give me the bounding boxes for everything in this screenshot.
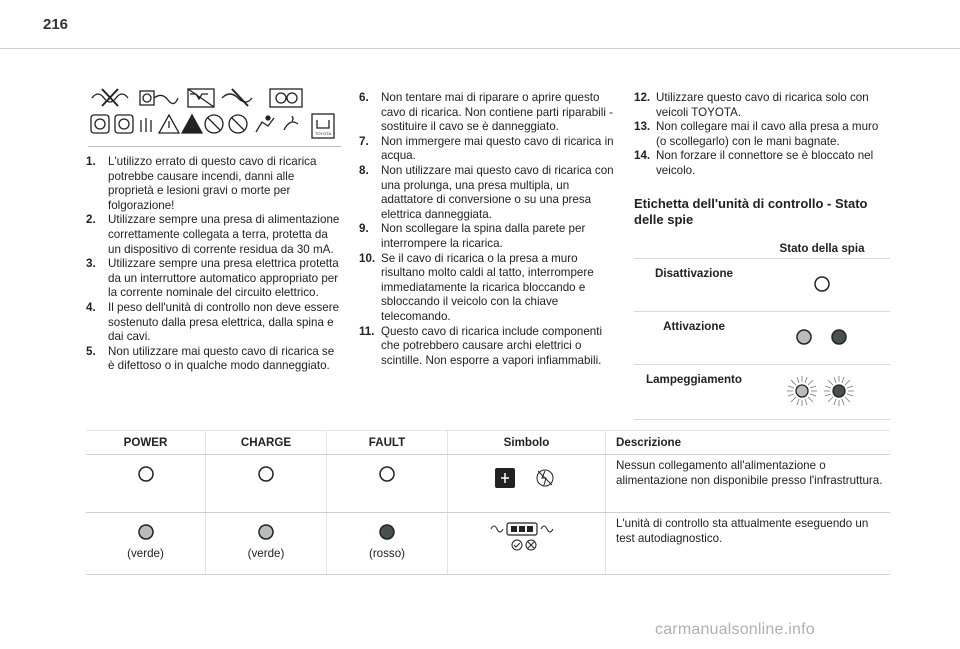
header-description: Descrizione (606, 431, 891, 455)
no-power-symbol-icon (487, 463, 567, 493)
rcd-30ma-icon (91, 115, 109, 133)
lamp-off-icon (812, 274, 832, 294)
list-item-number: 11. (359, 324, 375, 338)
warning-pictograms (88, 84, 341, 146)
list-item-text: Non utilizzare mai questo cavo di ricarica se è difettoso o in qualche modo danneggiato. (108, 344, 335, 373)
list-item-number: 6. (359, 91, 369, 104)
socket-plug-icon (140, 91, 178, 105)
toyota-label-text: TOYOTA (314, 131, 332, 136)
list-item (86, 301, 342, 345)
safety-list-column-1 (86, 155, 342, 374)
row1-description: Nessun collegamento all'alimentazione o alimentazione non disponibile presso l'infrastruttura. (606, 455, 891, 513)
status-off-label: Disattivazione (634, 259, 754, 312)
table-row (634, 312, 890, 365)
breaker-icon (141, 118, 151, 132)
earthed-socket-icon (115, 115, 133, 133)
fault-lamp-off-icon (378, 465, 396, 483)
list-item (86, 257, 342, 301)
table-row (86, 513, 890, 575)
list-item-number: 4. (86, 300, 96, 314)
list-item-text: Non collegare mai il cavo alla presa a muro (o scollegarlo) con le mani bagnate. (656, 120, 879, 148)
electric-shock-icon (182, 115, 202, 133)
tangled-cable-icon (92, 89, 128, 106)
list-item-number: 13. (634, 120, 651, 134)
no-water-icon (229, 115, 247, 133)
list-item-text: Se il cavo di ricarica o la presa a muro risultano molto caldi al tatto, interrompere immediatamente la ricarica bloccando e sbloccando il veicolo con la chiave telecomando. (381, 251, 594, 323)
list-item-text: Non immergere mai questo cavo di ricarica in acqua. (381, 134, 614, 163)
no-repair-icon (205, 115, 223, 133)
power-lamp-off-icon (137, 465, 155, 483)
power-color-label: (verde) (127, 547, 164, 560)
list-item (634, 91, 890, 120)
top-divider (0, 48, 960, 49)
list-item (359, 91, 617, 135)
table-row (634, 259, 890, 312)
list-item-text: Non utilizzare mai questo cavo di ricarica con una prolunga, una presa multipla, un adattatore di conversione o su una presa elettrica danneggiata. (381, 163, 614, 221)
header-power: POWER (86, 431, 206, 455)
lamp-on-icon (792, 327, 852, 347)
list-item-text: Questo cavo di ricarica include componenti che potrebbero causare archi elettrici o scintille. Non esporre a vapori infiammabili. (381, 324, 603, 367)
list-item (86, 345, 342, 374)
charge-lamp-green-icon (257, 523, 275, 541)
row2-description: L'unità di controllo sta attualmente eseguendo un test autodiagnostico. (606, 513, 891, 575)
list-item-text: Utilizzare sempre una presa di alimentazione correttamente collegata a terra, protetta da un dispositivo di corrente residua da 30 mA. (108, 213, 340, 256)
list-item (359, 325, 617, 369)
list-item-text: Utilizzare sempre una presa elettrica protetta da un interruttore automatico appropriato per la corrente nominale del circuito elettrico. (108, 257, 339, 300)
header-fault: FAULT (327, 431, 448, 455)
status-table-empty-header (634, 237, 754, 259)
section-title: Etichetta dell'unità di controllo - Stato delle spie (634, 196, 868, 227)
charge-color-label: (verde) (247, 547, 285, 560)
list-item (634, 120, 890, 149)
list-item-number: 9. (359, 222, 369, 236)
header-charge: CHARGE (206, 431, 327, 455)
warning-label-image (88, 84, 341, 147)
list-item-text: Non scollegare la spina dalla parete per interrompere la ricarica. (381, 222, 586, 250)
safety-list-column-3 (634, 91, 890, 179)
list-item (634, 149, 890, 178)
control-unit-table (86, 430, 890, 575)
list-item-number: 12. (634, 91, 651, 104)
list-item-number: 1. (86, 155, 96, 168)
list-item-number: 7. (359, 134, 369, 148)
self-test-symbol-icon (487, 519, 567, 553)
fault-color-label: (rosso) (368, 547, 406, 560)
table-row (634, 365, 890, 420)
header-symbol: Simbolo (448, 431, 606, 455)
list-item (359, 164, 617, 222)
list-item-number: 2. (86, 213, 96, 227)
list-item (86, 155, 342, 213)
lamp-blinking-icon (787, 374, 857, 408)
lamp-status-table (634, 237, 890, 420)
list-item-text: Utilizzare questo cavo di ricarica solo con veicoli TOYOTA. (656, 91, 869, 119)
page-number: 216 (43, 16, 69, 33)
list-item (86, 213, 342, 257)
status-table-header: Stato della spia (754, 237, 890, 259)
list-item-number: 3. (86, 257, 96, 271)
list-item-number: 5. (86, 344, 96, 358)
list-item-number: 10. (359, 251, 376, 265)
list-item-text: Il peso dell'unità di controllo non deve essere sostenuto dalla presa elettrica, dalla spina e dai cavi. (108, 300, 340, 344)
charge-lamp-off-icon (257, 465, 275, 483)
status-on-label: Attivazione (634, 312, 754, 365)
list-item (359, 252, 617, 325)
table-row (86, 455, 890, 513)
no-extension-icon (188, 89, 214, 107)
power-lamp-green-icon (137, 523, 155, 541)
fault-lamp-red-icon (378, 523, 396, 541)
no-adapter-icon (222, 89, 252, 106)
caution-triangle-icon (159, 115, 179, 133)
watermark: carmanualsonline.info (655, 621, 815, 638)
list-item-text: Non forzare il connettore se è bloccato nel veicolo. (656, 149, 874, 177)
wet-hands-icon (284, 116, 298, 130)
list-item-text: L'utilizzo errato di questo cavo di ricarica potrebbe causare incendi, danni alle proprietà e lesioni gravi o morte per folgorazione! (108, 155, 317, 212)
list-item-number: 8. (359, 163, 369, 177)
status-blink-label: Lampeggiamento (634, 365, 754, 420)
list-item-text: Non tentare mai di riparare o aprire questo cavo di ricarica. Non contiene parti riparabili - sostituire il cavo se è danneggiato. (381, 91, 613, 134)
no-pull-plug-icon (256, 116, 274, 132)
list-item (359, 135, 617, 164)
safety-list-column-2 (359, 91, 617, 368)
list-item-number: 14. (634, 149, 651, 163)
manual-icon (270, 89, 302, 107)
list-item (359, 222, 617, 251)
